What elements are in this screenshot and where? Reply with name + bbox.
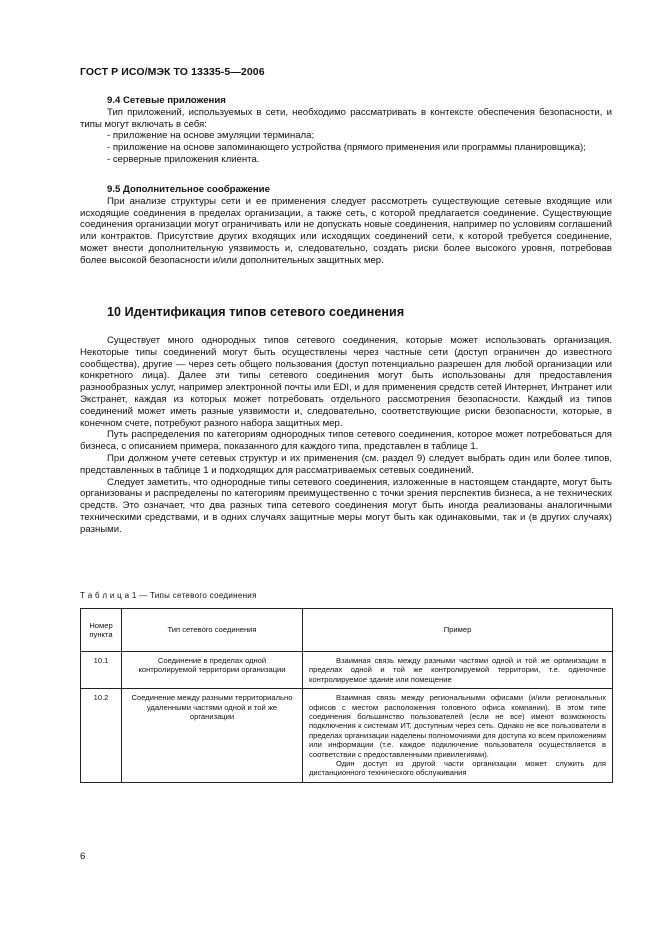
table-header-row (81, 609, 613, 652)
row-example (303, 689, 613, 783)
section-9-4-item-2: - приложение на основе запоминающего устройства (прямого применения или программы планировщика); (107, 142, 586, 154)
row-example-text: Один доступ из другой части организации может служить для дистанционного технического обслуживания (309, 759, 606, 778)
section-10-paragraph-3: При должном учете сетевых структур и их применения (см. раздел 9) следует выбрать один или более типов, представленных в таблице 1 и подходящих для рассматриваемых сетевых соединений. (80, 452, 612, 476)
section-9-5 (80, 184, 612, 267)
row-example (303, 652, 613, 689)
connection-types-table (80, 608, 613, 783)
row-type: Соединение между разными территориально удаленными частями одной и той же организации (122, 689, 303, 783)
section-9-4-item-1: - приложение на основе эмуляции терминала; (107, 130, 315, 142)
section-9-5-paragraph: При анализе структуры сети и ее применения следует рассмотреть существующие сетевые входящие или исходящие соединения в пределах организации, а также сеть, с которой предлагается соединение. Существующие соединения организации могут ограничивать или не допускать новые соединения, например по условиям соглашений или контрактов. Присутствие других входящих или исходящих соединений сети, к которой требуется соединение, может внести дополнительную уязвимость и, следовательно, создать риски более высокого уровня, потребовав более высокой безопасности и/или дополнительных защитных мер. (80, 195, 612, 266)
row-example-text: Взаимная связь между разными частями одной и той же организации в пределах одной и той же контролируемой территории, т.е. одиночное контролируемое здание или помещение (309, 656, 606, 684)
row-number: 10.1 (81, 652, 122, 689)
header-example: Пример (303, 609, 613, 652)
section-9-4 (80, 95, 612, 166)
section-10-heading: 10 Идентификация типов сетевого соединения (107, 305, 405, 319)
row-type: Соединение в пределах одной контролируемой территории организации (122, 652, 303, 689)
table-row (81, 689, 613, 783)
header-connection-type: Тип сетевого соединения (122, 609, 303, 652)
section-10-paragraph-2: Путь распределения по категориям однородных типов сетевого соединения, которое может потребоваться для бизнеса, с описанием примера, показанного для каждого типа, представлен в таблице 1. (80, 429, 612, 453)
section-10-paragraph-1: Существует много однородных типов сетевого соединения, которые может использовать организация. Некоторые типы соединений могут быть осуществлены через частные сети (доступ ограничен до известного сообщества), другие — через сеть общего пользования (доступ потенциально разрешен для любой организации или конкретного лица). Далее эти типы сетевого соединения могут быть использованы для предоставления разнообразных услуг, например электронной почты или EDI, и для применения средств сетей Интернет, Интранет или Экстранет, каждая из которых может потребовать отдельного рассмотрения безопасности. Каждый из типов соединений может иметь разные уязвимости и, следовательно, соответствующие риски безопасности, которые, в конечном счете, потребуют разного набора защитных мер. (80, 335, 612, 429)
row-number: 10.2 (81, 689, 122, 783)
table-row (81, 652, 613, 689)
row-example-text: Взаимная связь между региональными офисами (и/или региональных офисов с местом расположения головного офиса компании). В этом типе соединения большинство пользователей (если не все) имеют возможность подключения к системам ИТ, доступным через сеть. Однако не все пользователи в пределах организации наделены полномочиями для доступа ко всем приложениям или информации (т.е. каждое подключение пользователя осуществляется в соответствии с предоставленными привилегиями). (309, 693, 606, 759)
section-9-5-title: 9.5 Дополнительное соображение (107, 184, 270, 195)
page-number: 6 (80, 851, 86, 862)
section-10-paragraph-4: Следует заметить, что однородные типы сетевого соединения, изложенные в настоящем стандарте, могут быть организованы и распределены по категориям преимущественно с точки зрения перспектив бизнеса, а не технических средств. Это означает, что два разных типа сетевого соединения могут быть иногда реализованы аналогичными техническими средствами, и в одних случаях защитные меры могут быть как одинаковыми, так и (в других случаях) разными. (80, 476, 612, 535)
section-9-4-item-3: - серверные приложения клиента. (107, 153, 260, 165)
section-9-4-title: 9.4 Сетевые приложения (107, 95, 226, 106)
section-10-body (80, 335, 612, 536)
section-9-4-intro: Тип приложений, используемых в сети, необходимо рассматривать в контексте обеспечения безопасности, и типы могут включать в себя: (80, 106, 612, 130)
table-caption: Т а б л и ц а 1 — Типы сетевого соединения (80, 591, 257, 600)
header-item-number: Номер пункта (81, 609, 122, 652)
document-header: ГОСТ Р ИСО/МЭК ТО 13335-5—2006 (80, 66, 265, 78)
